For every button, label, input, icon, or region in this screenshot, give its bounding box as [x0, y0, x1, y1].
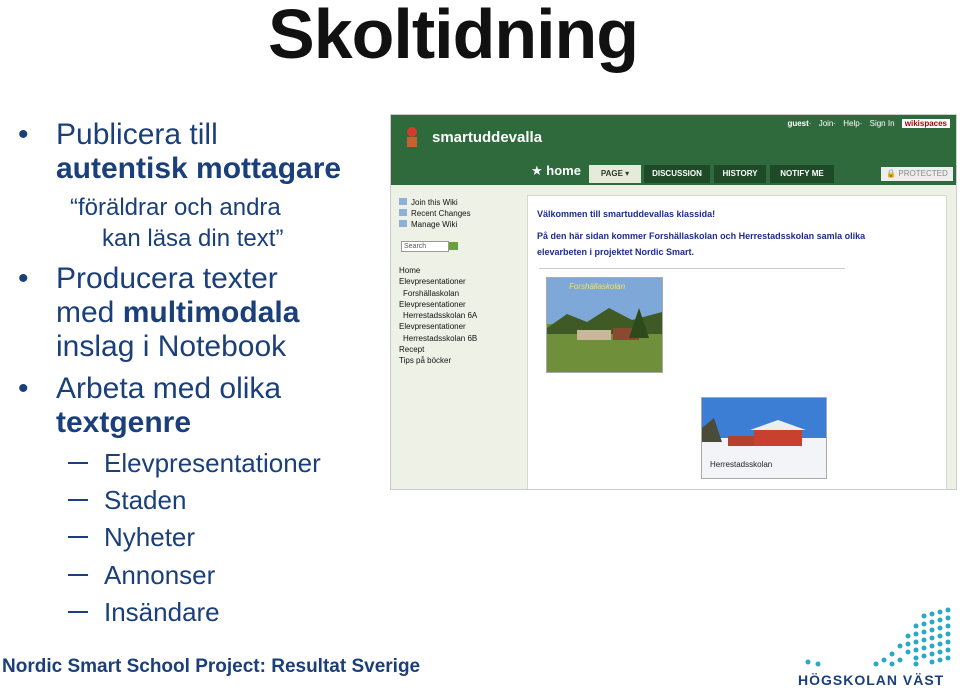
bullet-text: Arbeta med olika — [56, 372, 282, 405]
dash-item: Insändare — [68, 597, 220, 628]
tab-history[interactable]: HISTORY — [714, 165, 766, 183]
wiki-screenshot — [390, 114, 957, 490]
guest-label: guest — [787, 119, 809, 128]
bullet-text: Publicera till — [56, 118, 218, 151]
join-link[interactable]: Join — [818, 119, 834, 128]
tab-page[interactable]: PAGE ▾ — [589, 165, 641, 183]
bullet-arbeta — [18, 372, 282, 440]
wiki-search-input[interactable]: Search — [401, 241, 449, 252]
bullet-dot-icon: • — [18, 118, 29, 151]
dash-item: Elevpresentationer — [68, 448, 321, 479]
wiki-top-links: guest· Join· Help· Sign In wikispaces — [782, 119, 950, 128]
nav-tips-bocker[interactable]: Tips på böcker — [399, 356, 452, 366]
bullet-text: Producera texter — [56, 262, 278, 295]
bullet-publicera — [18, 118, 342, 186]
sign-in-link[interactable]: Sign In — [869, 119, 895, 128]
welcome-heading: Välkommen till smartuddevallas klassida! — [537, 209, 716, 219]
recent-changes-link[interactable]: Recent Changes — [399, 208, 471, 219]
nav-home[interactable]: Home — [399, 266, 421, 275]
herrestadsskolan-photo — [701, 397, 827, 479]
plant-pot-icon — [403, 126, 421, 148]
herrestadsskolan-caption: Herrestadsskolan — [710, 460, 773, 469]
wiki-home-link[interactable]: ★ home — [531, 163, 581, 178]
bullet-text-bold: textgenre — [56, 406, 192, 439]
gear-icon — [399, 220, 407, 227]
slide-title: Skoltidning — [268, 0, 639, 73]
nav-elevpresentationer[interactable]: Elevpresentationer — [399, 299, 466, 309]
sub-quote-line1: “föräldrar och andra — [70, 194, 281, 221]
divider — [539, 268, 845, 269]
sub-quote-line2: kan läsa din text” — [102, 225, 284, 252]
nav-recept[interactable]: Recept — [399, 345, 425, 355]
forshallaskolan-photo — [546, 277, 663, 373]
nav-elevpresentationer[interactable]: Elevpresentationer — [399, 322, 466, 332]
join-wiki-link[interactable]: Join this Wiki — [399, 197, 471, 208]
dash-item: Nyheter — [68, 522, 195, 553]
bullet-text-bold: autentisk mottagare — [56, 152, 342, 185]
calendar-icon — [399, 209, 407, 216]
nav-herrestad-6b[interactable]: Herrestadsskolan 6B — [403, 333, 478, 343]
nav-forshallaskolan[interactable]: Forshällaskolan — [403, 288, 460, 298]
intro-heading: På den här sidan kommer Forshällaskolan och Herrestadsskolan samla olika elevarbeten i projektet Nordic Smart. — [537, 231, 866, 257]
tab-discussion[interactable]: DISCUSSION — [644, 165, 710, 183]
person-icon — [399, 198, 407, 205]
dash-item: Annonser — [68, 560, 215, 591]
nav-herrestad-6a[interactable]: Herrestadsskolan 6A — [403, 311, 478, 321]
wiki-sidebar-actions — [399, 197, 471, 230]
logo-wordmark: HÖGSKOLAN VÄST — [798, 672, 945, 688]
protected-badge: 🔒 PROTECTED — [881, 167, 953, 181]
tab-notify-me[interactable]: NOTIFY ME — [770, 165, 834, 183]
help-link[interactable]: Help — [843, 119, 860, 128]
bullet-text-bold: multimodala — [122, 296, 300, 329]
wikispaces-logo[interactable]: wikispaces — [902, 119, 950, 128]
bullet-dot-icon: • — [18, 262, 29, 295]
bullet-text: inslag i Notebook — [56, 330, 287, 363]
bullet-producera — [18, 262, 300, 364]
nav-elevpresentationer[interactable]: Elevpresentationer — [399, 277, 466, 287]
bullet-text: med — [56, 296, 123, 329]
wiki-navigation — [399, 265, 477, 367]
forshallaskolan-caption: Forshällaskolan — [569, 282, 626, 291]
bullet-dot-icon: • — [18, 372, 29, 405]
wiki-site-title: smartuddevalla — [432, 129, 543, 146]
search-arrow-icon[interactable] — [449, 242, 458, 250]
footer-project-title: Nordic Smart School Project: Resultat Sverige — [2, 656, 421, 677]
dash-item: Staden — [68, 485, 186, 516]
manage-wiki-link[interactable]: Manage Wiki — [399, 219, 471, 230]
